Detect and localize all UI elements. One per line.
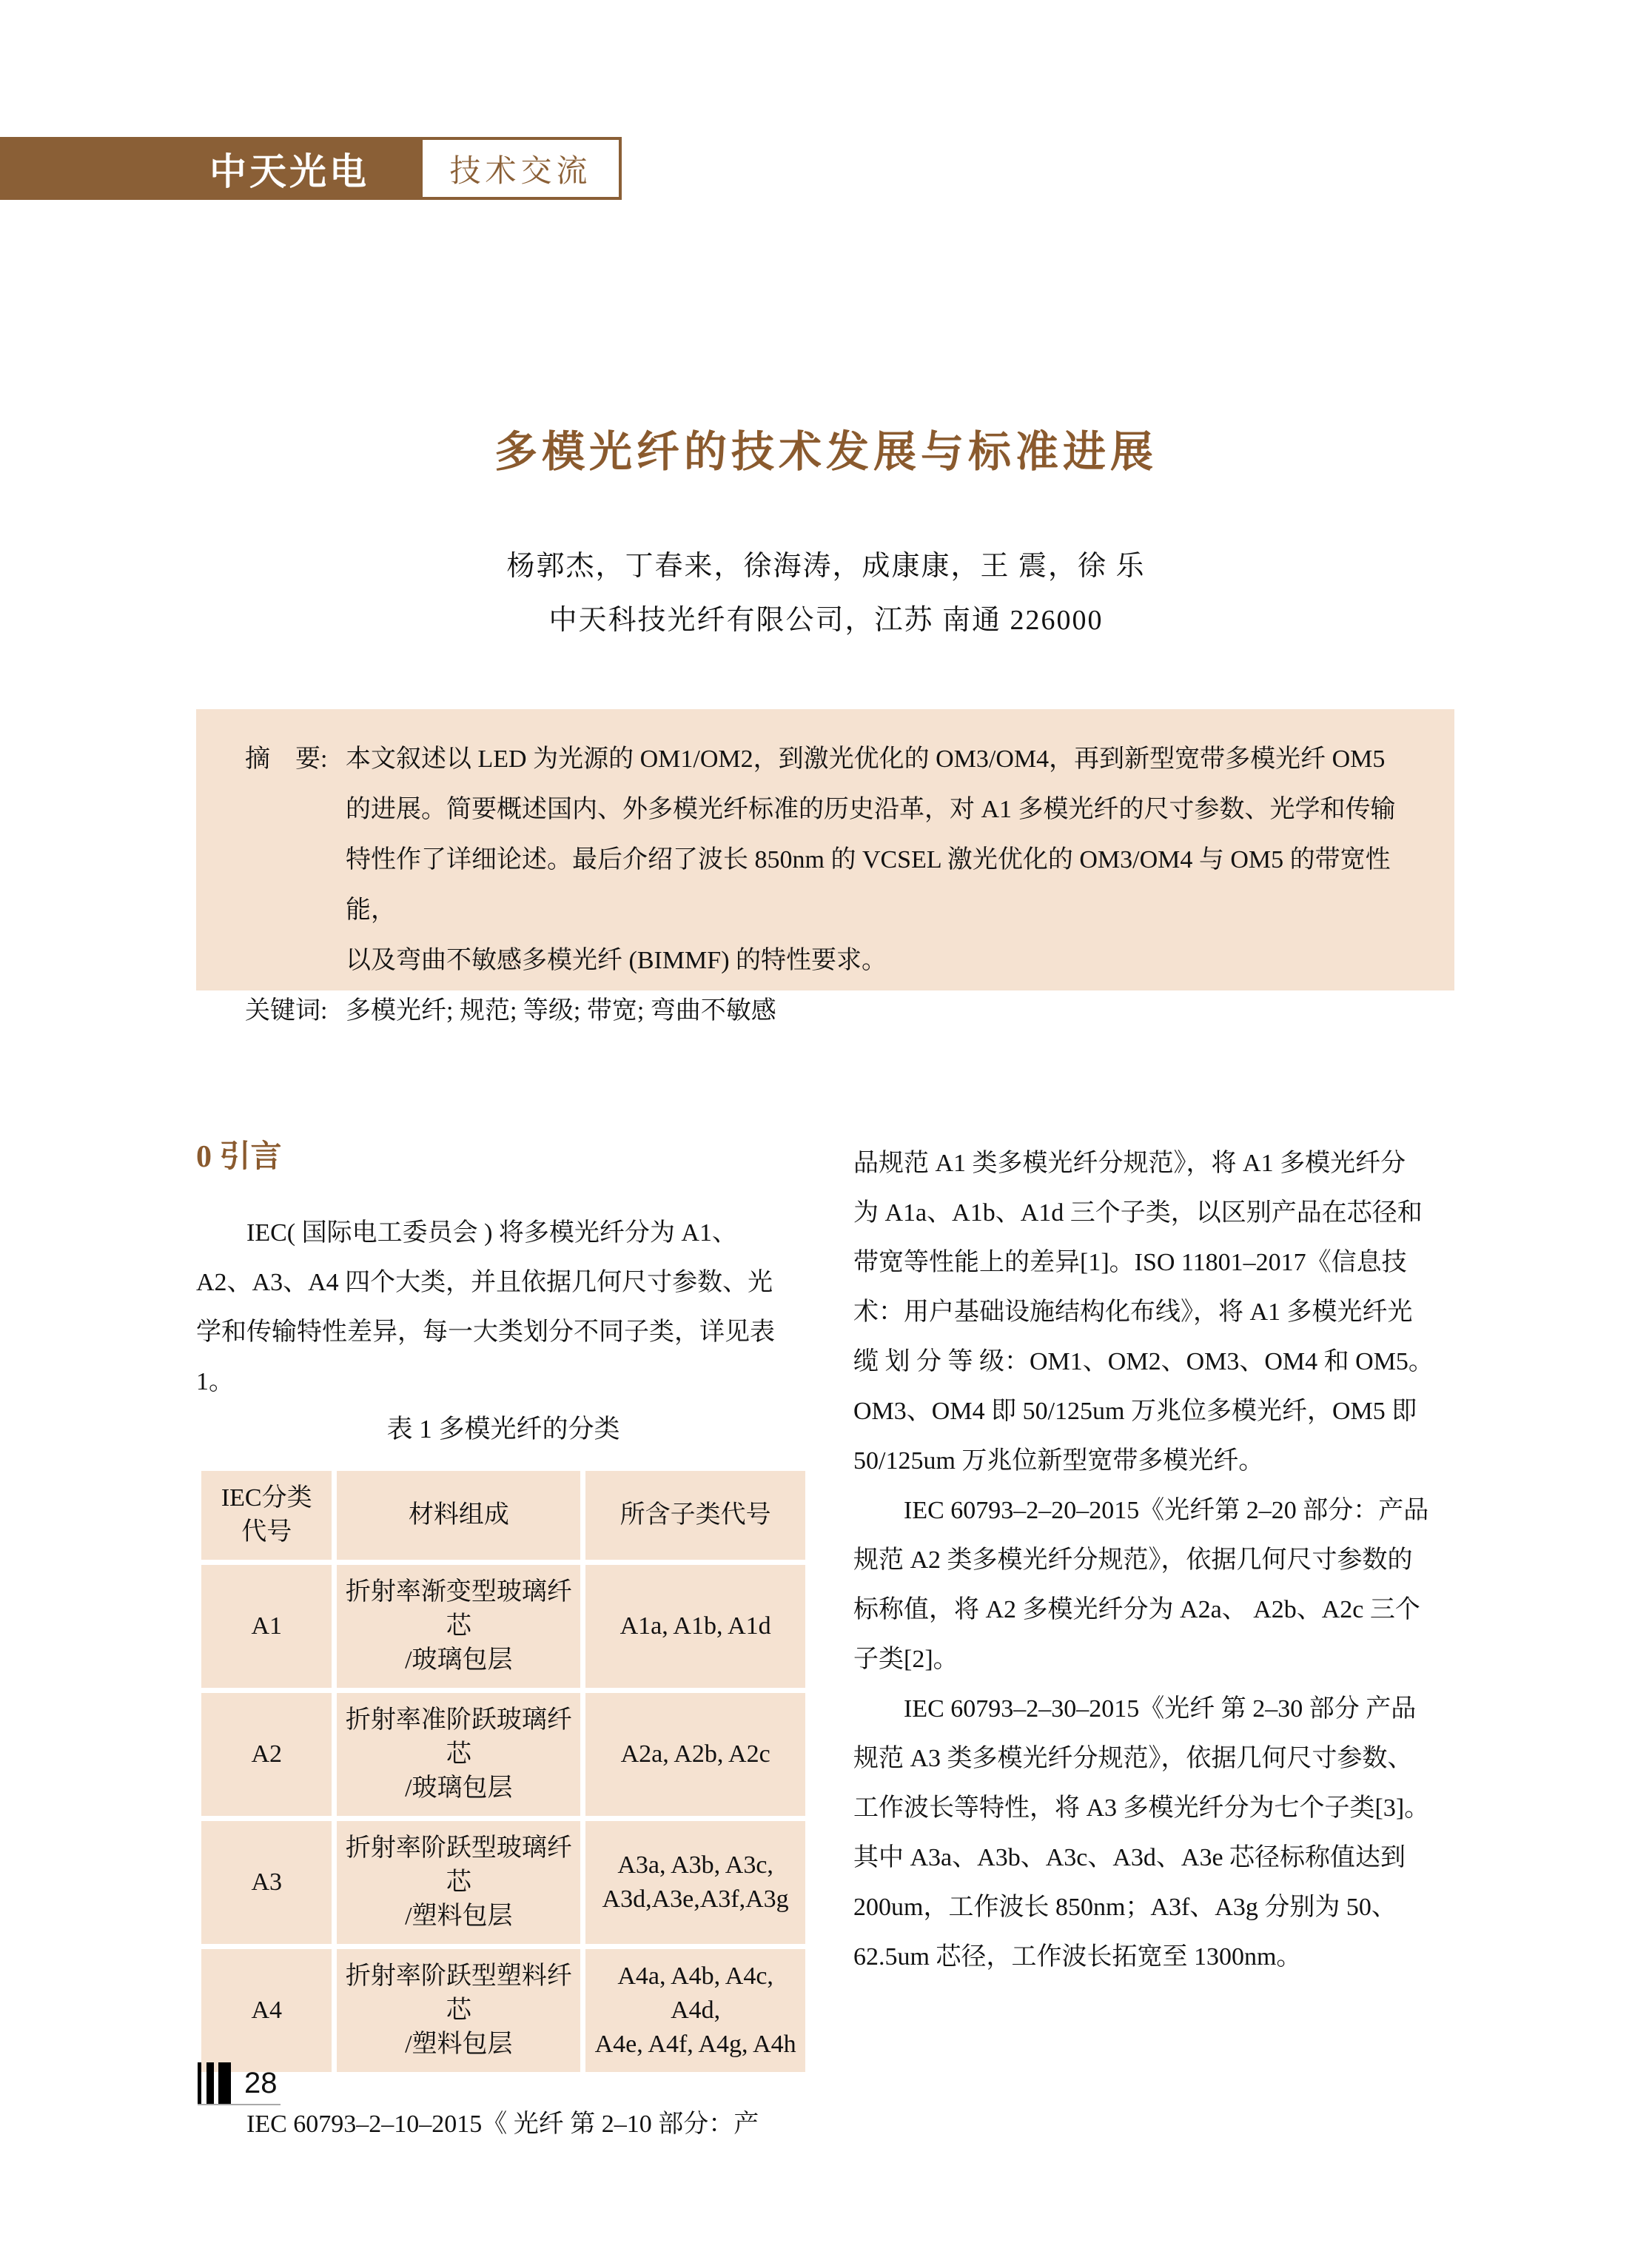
footer-bar-icon: [198, 2062, 201, 2104]
cell-line: A4e, A4f, A4g, A4h: [594, 2031, 796, 2058]
authors: 杨郭杰，丁春来，徐海涛，成康康，王 震，徐 乐: [506, 551, 1146, 582]
cell-line: 折射率渐变型玻璃纤芯: [345, 1578, 572, 1640]
brand-logo: 中天光电: [209, 150, 369, 192]
header-cell-line: IEC分类: [221, 1484, 312, 1512]
table-row: [201, 1693, 805, 1816]
left-column: [196, 1127, 810, 2149]
body-line: 为 A1a、A1b、A1d 三个子类，以区别产品在芯径和: [853, 1199, 1423, 1227]
cell-code: A4: [201, 1949, 332, 2072]
header-cell-line: 代号: [241, 1518, 292, 1546]
section-heading-introduction: 0 引言: [196, 1140, 282, 1174]
header-brand-bar: [0, 137, 420, 200]
cell-line: A3a, A3b, A3c,: [617, 1851, 773, 1879]
body-line: 200um，工作波长 850nm；A3f、A3g 分别为 50、: [853, 1894, 1397, 1921]
page-number: 28: [244, 2067, 278, 2099]
footer-bar-icon: [218, 2062, 231, 2104]
cell-line: 折射率阶跃型塑料纤芯: [345, 1962, 572, 2024]
cell-material: [337, 1565, 580, 1688]
left-column-closing-line: IEC 60793–2–10–2015《 光纤 第 2–10 部分：产: [246, 2110, 759, 2138]
cell-code: A2: [201, 1693, 332, 1816]
table-row: [201, 1949, 805, 2072]
table-caption: 表 1 多模光纤的分类: [386, 1415, 620, 1444]
cell-subclasses: [585, 1565, 805, 1688]
footer-rule: [198, 2104, 281, 2105]
cell-line: A4a, A4b, A4c, A4d,: [617, 1962, 773, 2024]
header-cell-subclasses: 所含子类代号: [585, 1471, 805, 1560]
column-tag-box: [420, 137, 622, 200]
body-line: 术：用户基础设施结构化布线》，将 A1 多模光纤光: [853, 1298, 1413, 1326]
body-columns: [196, 1127, 1454, 2149]
body-line: 品规范 A1 类多模光纤分规范》，将 A1 多模光纤分: [853, 1150, 1406, 1177]
footer-bars-icon: [198, 2062, 231, 2104]
cell-line: 折射率阶跃型玻璃纤芯: [345, 1834, 572, 1896]
body-line: 标称值，将 A2 多模光纤分为 A2a、 A2b、A2c 三个: [853, 1596, 1420, 1623]
cell-line: A2a, A2b, A2c: [620, 1740, 770, 1768]
cell-line: /玻璃包层: [405, 1646, 513, 1674]
footer-bar-icon: [206, 2062, 214, 2104]
body-line: IEC 60793–2–20–2015《光纤第 2–20 部分：产品: [904, 1497, 1429, 1524]
abstract-text: [346, 734, 1411, 986]
body-line: 带宽等性能上的差异[1]。ISO 11801–2017《信息技: [853, 1249, 1407, 1276]
header-cell-iec-code: [201, 1471, 332, 1560]
table-row: [201, 1821, 805, 1944]
cell-material: [337, 1821, 580, 1944]
body-line: A2、A3、A4 四个大类，并且依据几何尺寸参数、光: [196, 1269, 773, 1296]
body-line: 规范 A2 类多模光纤分规范》，依据几何尺寸参数的: [853, 1546, 1413, 1574]
cell-line: /塑料包层: [405, 1902, 513, 1930]
article-title: 多模光纤的技术发展与标准进展: [494, 428, 1158, 476]
body-line: IEC( 国际电工委员会 ) 将多模光纤分为 A1、: [246, 1219, 737, 1247]
page-footer: [198, 2062, 360, 2107]
right-column: [853, 1127, 1454, 1982]
keywords-label: 关键词:: [245, 997, 328, 1025]
cell-subclasses: [585, 1949, 805, 2072]
column-tag-label: 技术交流: [449, 152, 592, 188]
keywords-value: 多模光纤; 规范; 等级; 带宽; 弯曲不敏感: [346, 997, 776, 1025]
body-line: 子类[2]。: [853, 1646, 958, 1673]
cell-material: [337, 1949, 580, 2072]
abstract-line: 特性作了详细论述。最后介绍了波长 850nm 的 VCSEL 激光优化的 OM3/OM4 与 OM5 的带宽性能，: [346, 846, 1391, 924]
abstract-panel: [196, 709, 1454, 1025]
cell-line: A3d,A3e,A3f,A3g: [602, 1885, 789, 1913]
cell-code: A3: [201, 1821, 332, 1944]
body-line: IEC 60793–2–30–2015《光纤 第 2–30 部分 产品: [904, 1695, 1417, 1723]
fiber-classification-table: [196, 1466, 810, 2077]
affiliation: 中天科技光纤有限公司，江苏 南通 226000: [548, 605, 1104, 636]
body-line: 学和传输特性差异，每一大类划分不同子类，详见表 1。: [196, 1318, 775, 1395]
body-line: 规范 A3 类多模光纤分规范》，依据几何尺寸参数、: [853, 1745, 1413, 1772]
body-line: 缆 划 分 等 级：OM1、OM2、OM3、OM4 和 OM5。: [853, 1348, 1434, 1375]
cell-subclasses: [585, 1821, 805, 1944]
abstract-line: 的进展。简要概述国内、外多模光纤标准的历史沿革，对 A1 多模光纤的尺寸参数、光学和传输: [346, 796, 1396, 823]
cell-line: A1a, A1b, A1d: [620, 1612, 771, 1640]
table-header-row: [201, 1471, 805, 1560]
abstract-line: 本文叙述以 LED 为光源的 OM1/OM2，到激光优化的 OM3/OM4，再到新型宽带多模光纤 OM5: [346, 745, 1386, 773]
intro-paragraph: [196, 1208, 810, 1407]
body-line: OM3、OM4 即 50/125um 万兆位多模光纤，OM5 即: [853, 1398, 1417, 1425]
body-line: 62.5um 芯径，工作波长拓宽至 1300nm。: [853, 1943, 1302, 1971]
cell-line: /玻璃包层: [405, 1774, 513, 1802]
cell-line: /塑料包层: [405, 2031, 513, 2058]
abstract-line: 以及弯曲不敏感多模光纤 (BIMMF) 的特性要求。: [346, 947, 887, 974]
body-line: 其中 A3a、A3b、A3c、A3d、A3e 芯径标称值达到: [853, 1844, 1406, 1871]
header-cell-material: 材料组成: [337, 1471, 580, 1560]
body-line: 50/125um 万兆位新型宽带多模光纤。: [853, 1447, 1264, 1475]
cell-code: A1: [201, 1565, 332, 1688]
cell-subclasses: [585, 1693, 805, 1816]
body-line: 工作波长等特性，将 A3 多模光纤分为七个子类[3]。: [853, 1794, 1430, 1822]
table-row: [201, 1565, 805, 1688]
cell-line: 折射率准阶跃玻璃纤芯: [345, 1706, 572, 1768]
cell-material: [337, 1693, 580, 1816]
abstract-label: 摘 要:: [245, 745, 328, 773]
